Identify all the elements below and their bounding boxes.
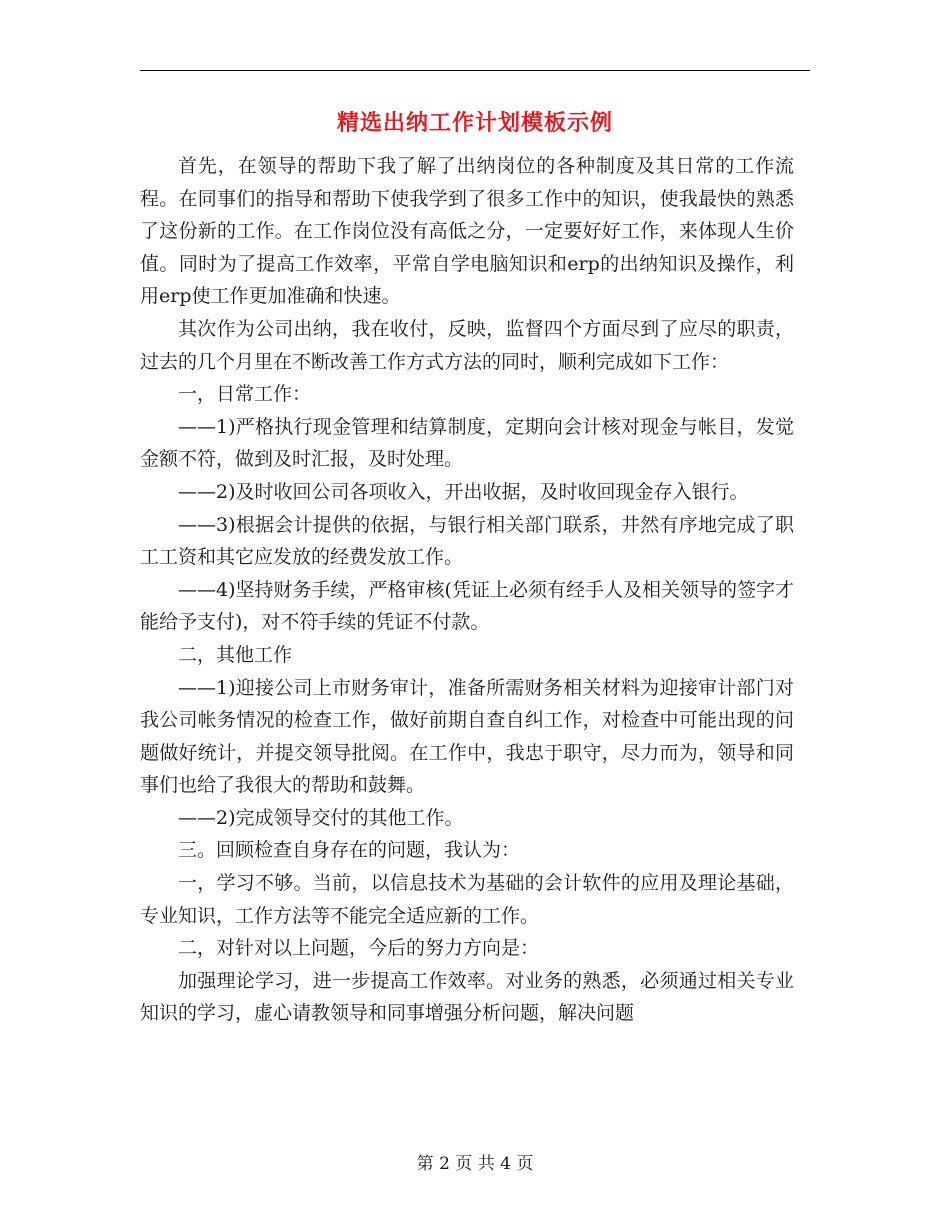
- document-body: [140, 150, 794, 1030]
- page-number-footer: 第 2 页 共 4 页: [416, 1154, 534, 1174]
- paragraph-problem-1: 一，学习不够。当前，以信息技术为基础的会计软件的应用及理论基础，专业知识，工作方法等不能完全适应新的工作。: [140, 872, 794, 927]
- paragraph-duties: 其次作为公司出纳，我在收付，反映，监督四个方面尽到了应尽的职责，过去的几个月里在不断改善工作方式方法的同时，顺利完成如下工作：: [140, 317, 794, 373]
- paragraph-strengthen-learning: 加强理论学习，进一步提高工作效率。对业务的熟悉，必须通过相关专业知识的学习，虚心请教领导和同事增强分析问题，解决问题: [140, 969, 794, 1025]
- list-item-daily-3: ——3)根据会计提供的依据，与银行相关部门联系，井然有序地完成了职工工资和其它应发放的经费发放工作。: [140, 513, 794, 569]
- list-item-other-1: ——1)迎接公司上市财务审计，准备所需财务相关材料为迎接审计部门对我公司帐务情况的检查工作，做好前期自查自纠工作，对检查中可能出现的问题做好统计，并提交领导批阅。在工作中，我忠于职守，尽力而为，领导和同事们也给了我很大的帮助和鼓舞。: [140, 676, 794, 797]
- list-item-daily-2: ——2)及时收回公司各项收入，开出收据，及时收回现金存入银行。: [178, 480, 749, 503]
- section-heading-review: 三。回顾检查自身存在的问题，我认为：: [178, 839, 521, 862]
- paragraph-improvement-direction: 二，对针对以上问题，今后的努力方向是：: [178, 937, 540, 960]
- list-item-other-2: ——2)完成领导交付的其他工作。: [178, 806, 464, 829]
- section-heading-other-work: 二，其他工作: [178, 643, 293, 666]
- document-title: 精选出纳工作计划模板示例: [336, 111, 613, 136]
- list-item-daily-1: ——1)严格执行现金管理和结算制度，定期向会计核对现金与帐目，发觉金额不符，做到及时汇报，及时处理。: [140, 415, 794, 471]
- header-rule: [140, 70, 810, 71]
- section-heading-daily-work: 一，日常工作：: [178, 383, 312, 406]
- paragraph-intro: 首先，在领导的帮助下我了解了出纳岗位的各种制度及其日常的工作流程。在同事们的指导和帮助下使我学到了很多工作中的知识，使我最快的熟悉了这份新的工作。在工作岗位没有高低之分，一定要好好工作，来体现人生价值。同时为了提高工作效率，平常自学电脑知识和erp的出纳知识及操作，利用erp使工作更加准确和快速。: [140, 155, 794, 308]
- list-item-daily-4: ——4)坚持财务手续，严格审核(凭证上必须有经手人及相关领导的签字才能给予支付)，对不符手续的凭证不付款。: [140, 578, 794, 634]
